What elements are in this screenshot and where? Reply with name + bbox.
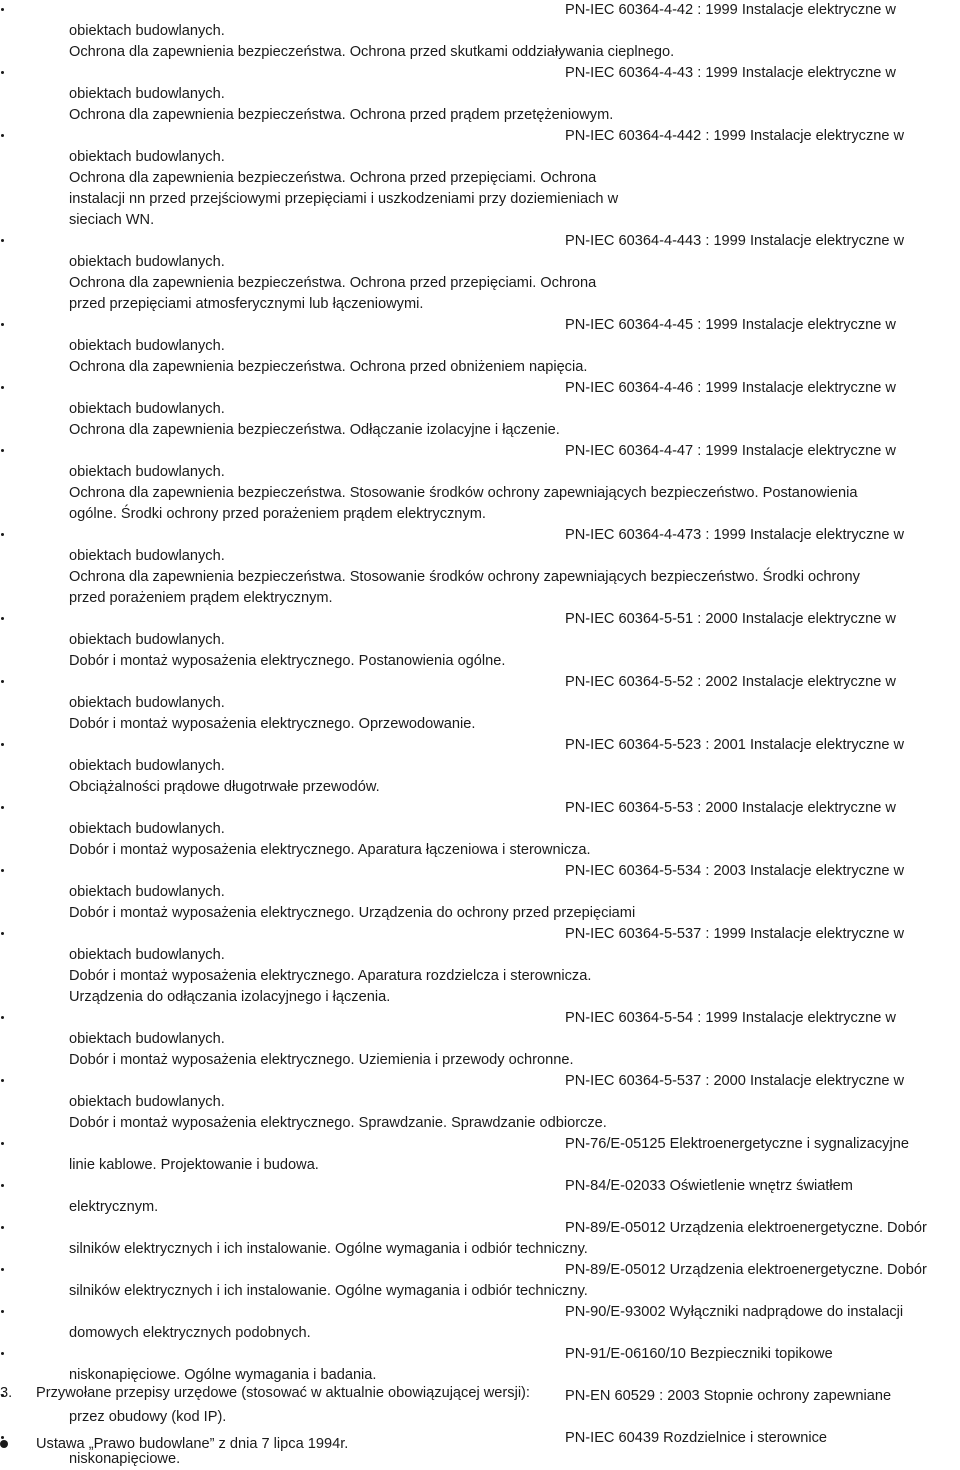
standard-reference: PN-IEC 60364-4-473 : 1999 Instalacje elektryczne w	[565, 527, 905, 543]
list-item	[69, 1260, 939, 1302]
list-item	[69, 1176, 939, 1218]
standard-reference: PN-90/E-93002 Wyłączniki nadprądowe do instalacji	[565, 1304, 904, 1320]
list-item	[69, 63, 939, 126]
bullet-dot-icon	[1, 386, 4, 389]
list-item	[69, 861, 939, 924]
bullet-dot-icon	[1, 869, 4, 872]
list-item	[69, 798, 939, 861]
standard-description-line: niskonapięciowe.	[69, 1451, 181, 1467]
standard-reference: PN-IEC 60364-4-43 : 1999 Instalacje elektryczne w	[565, 65, 896, 81]
standard-reference: PN-89/E-05012 Urządzenia elektroenergetyczne. Dobór	[565, 1262, 927, 1278]
standard-reference: PN-IEC 60364-5-51 : 2000 Instalacje elektryczne w	[565, 611, 896, 627]
list-item	[69, 378, 939, 441]
standard-description-line: Dobór i montaż wyposażenia elektrycznego. Postanowienia ogólne.	[69, 653, 506, 669]
bullet-dot-icon	[1, 8, 4, 11]
standard-reference: PN-IEC 60364-5-523 : 2001 Instalacje elektryczne w	[565, 737, 905, 753]
standard-description-line: Dobór i montaż wyposażenia elektrycznego. Urządzenia do ochrony przed przepięciami	[69, 905, 636, 921]
standard-description-line: silników elektrycznych i ich instalowanie. Ogólne wymagania i odbiór techniczny.	[69, 1283, 588, 1299]
bullet-dot-icon	[1, 449, 4, 452]
bullet-dot-icon	[1, 1079, 4, 1082]
section-title: Przywołane przepisy urzędowe (stosować w aktualnie obowiązującej wersji):	[36, 1385, 530, 1401]
standard-description-line: obiektach budowlanych.	[69, 338, 225, 354]
bullet-dot-icon	[1, 1268, 4, 1271]
standard-reference: PN-IEC 60364-4-46 : 1999 Instalacje elektryczne w	[565, 380, 896, 396]
standard-description-line: Dobór i montaż wyposażenia elektrycznego. Aparatura łączeniowa i sterownicza.	[69, 842, 591, 858]
standard-description-line: Ochrona dla zapewnienia bezpieczeństwa. Ochrona przed przepięciami. Ochrona	[69, 275, 597, 291]
standard-description-line: obiektach budowlanych.	[69, 464, 225, 480]
standard-description-line: Ochrona dla zapewnienia bezpieczeństwa. Ochrona przed skutkami oddziaływania cieplnego.	[69, 44, 675, 60]
list-item	[69, 441, 939, 525]
bullet-dot-icon	[1, 1310, 4, 1313]
bullet-dot-icon	[1, 1226, 4, 1229]
bullet-dot-icon	[1, 680, 4, 683]
section-number: 3.	[0, 1385, 13, 1401]
list-item	[69, 609, 939, 672]
standard-reference: PN-IEC 60364-4-47 : 1999 Instalacje elektryczne w	[565, 443, 896, 459]
standard-description-line: obiektach budowlanych.	[69, 548, 225, 564]
standard-description-line: obiektach budowlanych.	[69, 632, 225, 648]
list-item	[69, 0, 939, 63]
standard-reference: PN-IEC 60364-4-443 : 1999 Instalacje elektryczne w	[565, 233, 905, 249]
standard-description-line: Ochrona dla zapewnienia bezpieczeństwa. Ochrona przed obniżeniem napięcia.	[69, 359, 588, 375]
standard-description-line: Ochrona dla zapewnienia bezpieczeństwa. Ochrona przed prądem przetężeniowym.	[69, 107, 614, 123]
standard-description-line: Dobór i montaż wyposażenia elektrycznego. Sprawdzanie. Sprawdzanie odbiorcze.	[69, 1115, 607, 1131]
bullet-dot-icon	[1, 533, 4, 536]
standard-description-line: Ochrona dla zapewnienia bezpieczeństwa. Stosowanie środków ochrony zapewniających bezpieczeństwo. Postanowienia	[69, 485, 858, 501]
standard-description-line: Ochrona dla zapewnienia bezpieczeństwa. Odłączanie izolacyjne i łączenie.	[69, 422, 560, 438]
standard-description-line: sieciach WN.	[69, 212, 155, 228]
standard-description-line: niskonapięciowe. Ogólne wymagania i badania.	[69, 1367, 377, 1383]
standard-reference: PN-89/E-05012 Urządzenia elektroenergetyczne. Dobór	[565, 1220, 927, 1236]
standard-description-line: obiektach budowlanych.	[69, 947, 225, 963]
standard-description-line: Urządzenia do odłączania izolacyjnego i łączenia.	[69, 989, 391, 1005]
standard-description-line: obiektach budowlanych.	[69, 1094, 225, 1110]
standard-description-line: Dobór i montaż wyposażenia elektrycznego. Oprzewodowanie.	[69, 716, 476, 732]
standard-description-line: linie kablowe. Projektowanie i budowa.	[69, 1157, 319, 1173]
list-item	[0, 1433, 960, 1455]
standard-description-line: Ochrona dla zapewnienia bezpieczeństwa. Ochrona przed przepięciami. Ochrona	[69, 170, 597, 186]
list-item	[69, 525, 939, 609]
standard-reference: PN-IEC 60364-5-52 : 2002 Instalacje elektryczne w	[565, 674, 896, 690]
standard-reference: PN-EN 60529 : 2003 Stopnie ochrony zapewniane	[565, 1388, 892, 1404]
bullet-dot-icon	[1, 323, 4, 326]
standard-reference: PN-IEC 60364-5-534 : 2003 Instalacje elektryczne w	[565, 863, 905, 879]
standard-reference: PN-IEC 60364-5-537 : 2000 Instalacje elektryczne w	[565, 1073, 905, 1089]
list-item	[69, 924, 939, 1008]
bullet-dot-icon	[1, 134, 4, 137]
standard-description-line: przed przepięciami atmosferycznymi lub łączeniowymi.	[69, 296, 424, 312]
list-item	[69, 1302, 939, 1344]
bullet-dot-icon	[1, 1142, 4, 1145]
standard-description-line: obiektach budowlanych.	[69, 884, 225, 900]
bullet-dot-icon	[1, 1016, 4, 1019]
list-item	[69, 672, 939, 735]
list-item	[69, 735, 939, 798]
standard-description-line: elektrycznym.	[69, 1199, 159, 1215]
standard-description-line: Ochrona dla zapewnienia bezpieczeństwa. Stosowanie środków ochrony zapewniających bezpieczeństwo. Środki ochrony	[69, 569, 860, 585]
standard-description-line: obiektach budowlanych.	[69, 821, 225, 837]
bullet-dot-icon	[1, 932, 4, 935]
section-heading	[0, 1382, 960, 1404]
standard-description-line: obiektach budowlanych.	[69, 86, 225, 102]
standard-description-line: obiektach budowlanych.	[69, 149, 225, 165]
standard-description-line: obiektach budowlanych.	[69, 1031, 225, 1047]
standard-description-line: ogólne. Środki ochrony przed porażeniem prądem elektrycznym.	[69, 506, 486, 522]
standard-description-line: obiektach budowlanych.	[69, 254, 225, 270]
standard-description-line: Obciążalności prądowe długotrwałe przewodów.	[69, 779, 380, 795]
bullet-dot-icon	[1, 1352, 4, 1355]
standard-description-line: domowych elektrycznych podobnych.	[69, 1325, 311, 1341]
standard-description-line: Dobór i montaż wyposażenia elektrycznego. Aparatura rozdzielcza i sterownicza.	[69, 968, 592, 984]
standard-description-line: obiektach budowlanych.	[69, 758, 225, 774]
bullet-icon	[0, 1440, 8, 1448]
list-item	[69, 1071, 939, 1134]
list-item-text: Ustawa „Prawo budowlane” z dnia 7 lipca 1994r.	[36, 1436, 349, 1452]
standard-reference: PN-IEC 60439 Rozdzielnice i sterownice	[565, 1430, 827, 1446]
list-item	[69, 1134, 939, 1176]
standard-reference: PN-IEC 60364-5-537 : 1999 Instalacje elektryczne w	[565, 926, 905, 942]
bullet-dot-icon	[1, 239, 4, 242]
standard-description-line: przez obudowy (kod IP).	[69, 1409, 227, 1425]
standard-description-line: obiektach budowlanych.	[69, 695, 225, 711]
list-item	[69, 231, 939, 315]
standard-description-line: Dobór i montaż wyposażenia elektrycznego. Uziemienia i przewody ochronne.	[69, 1052, 574, 1068]
standard-reference: PN-84/E-02033 Oświetlenie wnętrz światłem	[565, 1178, 853, 1194]
list-item	[69, 1344, 939, 1386]
bullet-dot-icon	[1, 743, 4, 746]
standard-reference: PN-IEC 60364-4-42 : 1999 Instalacje elektryczne w	[565, 2, 896, 18]
standard-reference: PN-IEC 60364-4-45 : 1999 Instalacje elektryczne w	[565, 317, 896, 333]
bullet-dot-icon	[1, 617, 4, 620]
standard-reference: PN-76/E-05125 Elektroenergetyczne i sygnalizacyjne	[565, 1136, 909, 1152]
standard-description-line: silników elektrycznych i ich instalowanie. Ogólne wymagania i odbiór techniczny.	[69, 1241, 588, 1257]
list-item	[69, 1008, 939, 1071]
bullet-dot-icon	[1, 1184, 4, 1187]
standard-description-line: obiektach budowlanych.	[69, 23, 225, 39]
section-3	[0, 1382, 960, 1455]
bullet-dot-icon	[1, 71, 4, 74]
standard-reference: PN-IEC 60364-5-53 : 2000 Instalacje elektryczne w	[565, 800, 896, 816]
standard-reference: PN-IEC 60364-4-442 : 1999 Instalacje elektryczne w	[565, 128, 905, 144]
standard-description-line: instalacji nn przed przejściowymi przepięciami i uszkodzeniami przy doziemieniach w	[69, 191, 619, 207]
standard-description-line: przed porażeniem prądem elektrycznym.	[69, 590, 333, 606]
list-item	[69, 126, 939, 231]
standard-reference: PN-91/E-06160/10 Bezpieczniki topikowe	[565, 1346, 833, 1362]
standard-reference: PN-IEC 60364-5-54 : 1999 Instalacje elektryczne w	[565, 1010, 896, 1026]
standard-description-line: obiektach budowlanych.	[69, 401, 225, 417]
list-item	[69, 315, 939, 378]
bullet-dot-icon	[1, 806, 4, 809]
list-item	[69, 1218, 939, 1260]
